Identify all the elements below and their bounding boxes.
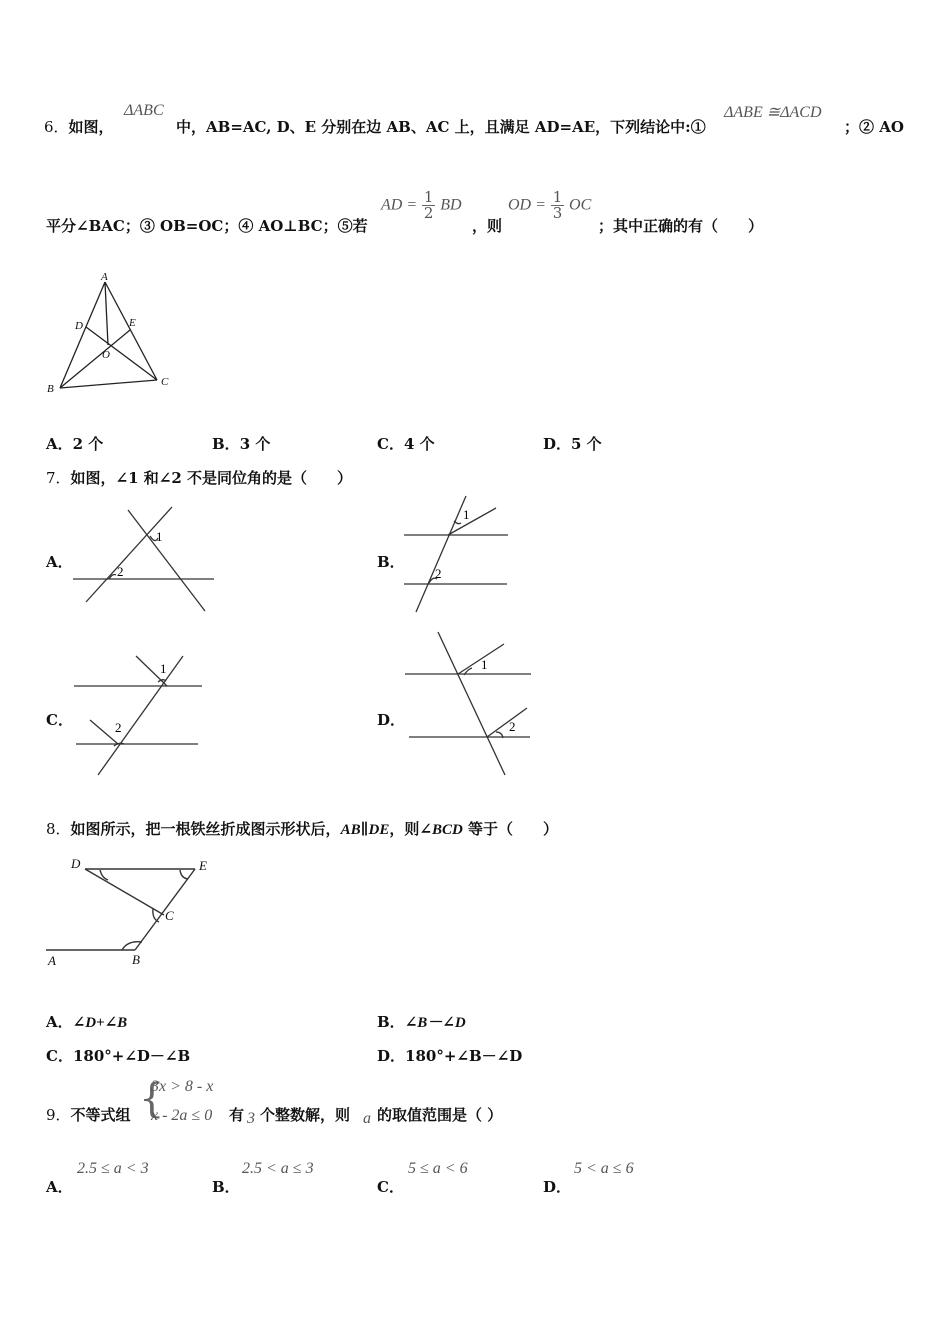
q9-stem-a: 9．不等式组: [46, 1106, 131, 1124]
q9-option-c-text[interactable]: 5 ≤ a < 6: [408, 1160, 468, 1177]
q6-option-c[interactable]: C．4 个: [377, 435, 435, 453]
q6-mid-text: 中，AB=AC, D、E 分别在边 AB、AC 上，且满足 AD=AE，下列结论中:①: [176, 118, 706, 136]
q6-option-a[interactable]: A．2 个: [46, 435, 104, 453]
q6-triangle-abc: ΔABC: [124, 102, 164, 119]
q8-option-b[interactable]: B．∠B－∠D: [377, 1013, 466, 1031]
q8-label-B: B: [132, 952, 140, 967]
q6-line2: 平分∠BAC；③ OB=OC；④ AO⊥BC；⑤若: [46, 217, 368, 235]
q6-option-d[interactable]: D．5 个: [543, 435, 602, 453]
q9-stem-c: 个整数解，则: [260, 1106, 351, 1124]
q7-option-d[interactable]: D．: [377, 711, 406, 729]
q8-stem: 8．如图所示，把一根铁丝折成图示形状后，AB∥DE，则∠BCD 等于（ ）: [46, 820, 559, 838]
svg-text:2: 2: [509, 719, 516, 734]
q9-option-b-key[interactable]: B．: [212, 1178, 240, 1196]
q6-end2: ；其中正确的有（ ）: [598, 217, 764, 235]
q9-you: 有: [229, 1106, 245, 1124]
q8-option-a[interactable]: A．∠D+∠B: [46, 1013, 128, 1031]
q9-ineq2: x - 2a ≤ 0: [151, 1107, 213, 1124]
q6-ad-formula: AD = $\frac{1}{2}$ BD: [381, 188, 462, 222]
q6-congruence: ΔABE ≅ΔACD: [724, 104, 822, 121]
svg-text:1: 1: [481, 657, 488, 672]
svg-text:1: 1: [156, 529, 163, 544]
q6-option-b[interactable]: B．3 个: [212, 435, 271, 453]
q6-then: ，则: [472, 217, 503, 235]
svg-text:1: 1: [160, 661, 167, 676]
q6-number: 6．: [44, 118, 69, 136]
svg-text:1: 1: [463, 507, 470, 522]
q6-end1: ；② AO: [844, 118, 904, 136]
q6-lead: 如图，: [68, 118, 114, 136]
q8-label-C: C: [165, 908, 174, 923]
q9-a: a: [363, 1110, 371, 1127]
q8-figure: [40, 850, 230, 975]
q6-label-C: C: [161, 376, 169, 388]
q8-label-D: D: [71, 856, 81, 871]
q6-line1: [44, 116, 114, 137]
q7-figure-a: [70, 502, 220, 617]
q9-three: 3: [247, 1110, 255, 1127]
q6-label-O: O: [102, 349, 110, 361]
q6-label-D: D: [75, 320, 83, 332]
q9-stem-d: 的取值范围是（ ）: [377, 1106, 503, 1124]
q6-label-A: A: [101, 271, 108, 283]
q7-figure-c: [70, 648, 210, 778]
q7-figure-d: [402, 628, 537, 778]
q9-option-a-text[interactable]: 2.5 ≤ a < 3: [77, 1160, 149, 1177]
svg-text:2: 2: [115, 720, 122, 735]
q9-brace: {: [139, 1076, 165, 1122]
q9-option-d-key[interactable]: D．: [543, 1178, 572, 1196]
q9-option-c-key[interactable]: C．: [377, 1178, 404, 1196]
q8-option-c[interactable]: C．180°+∠D－∠B: [46, 1047, 191, 1065]
q6-figure: [40, 270, 180, 400]
q7-figure-b: [400, 492, 515, 617]
q6-label-E: E: [129, 317, 136, 329]
q6-label-B: B: [47, 383, 54, 395]
q8-option-d[interactable]: D．180°+∠B－∠D: [377, 1047, 523, 1065]
q7-option-c[interactable]: C．: [46, 711, 73, 729]
q9-option-d-text[interactable]: 5 < a ≤ 6: [574, 1160, 634, 1177]
q9-ineq1: 3x > 8 - x: [151, 1078, 214, 1095]
q7-stem: 7．如图，∠1 和∠2 不是同位角的是（ ）: [46, 469, 353, 487]
q9-option-a-key[interactable]: A．: [46, 1178, 73, 1196]
q8-label-E: E: [199, 858, 207, 873]
q7-option-b[interactable]: B．: [377, 553, 405, 571]
q6-od-formula: OD = $\frac{1}{3}$ OC: [508, 188, 592, 222]
svg-text:2: 2: [117, 564, 124, 579]
q7-option-a[interactable]: A．: [46, 553, 73, 571]
q8-label-A: A: [48, 953, 56, 968]
q9-option-b-text[interactable]: 2.5 < a ≤ 3: [242, 1160, 314, 1177]
svg-text:2: 2: [435, 566, 442, 581]
